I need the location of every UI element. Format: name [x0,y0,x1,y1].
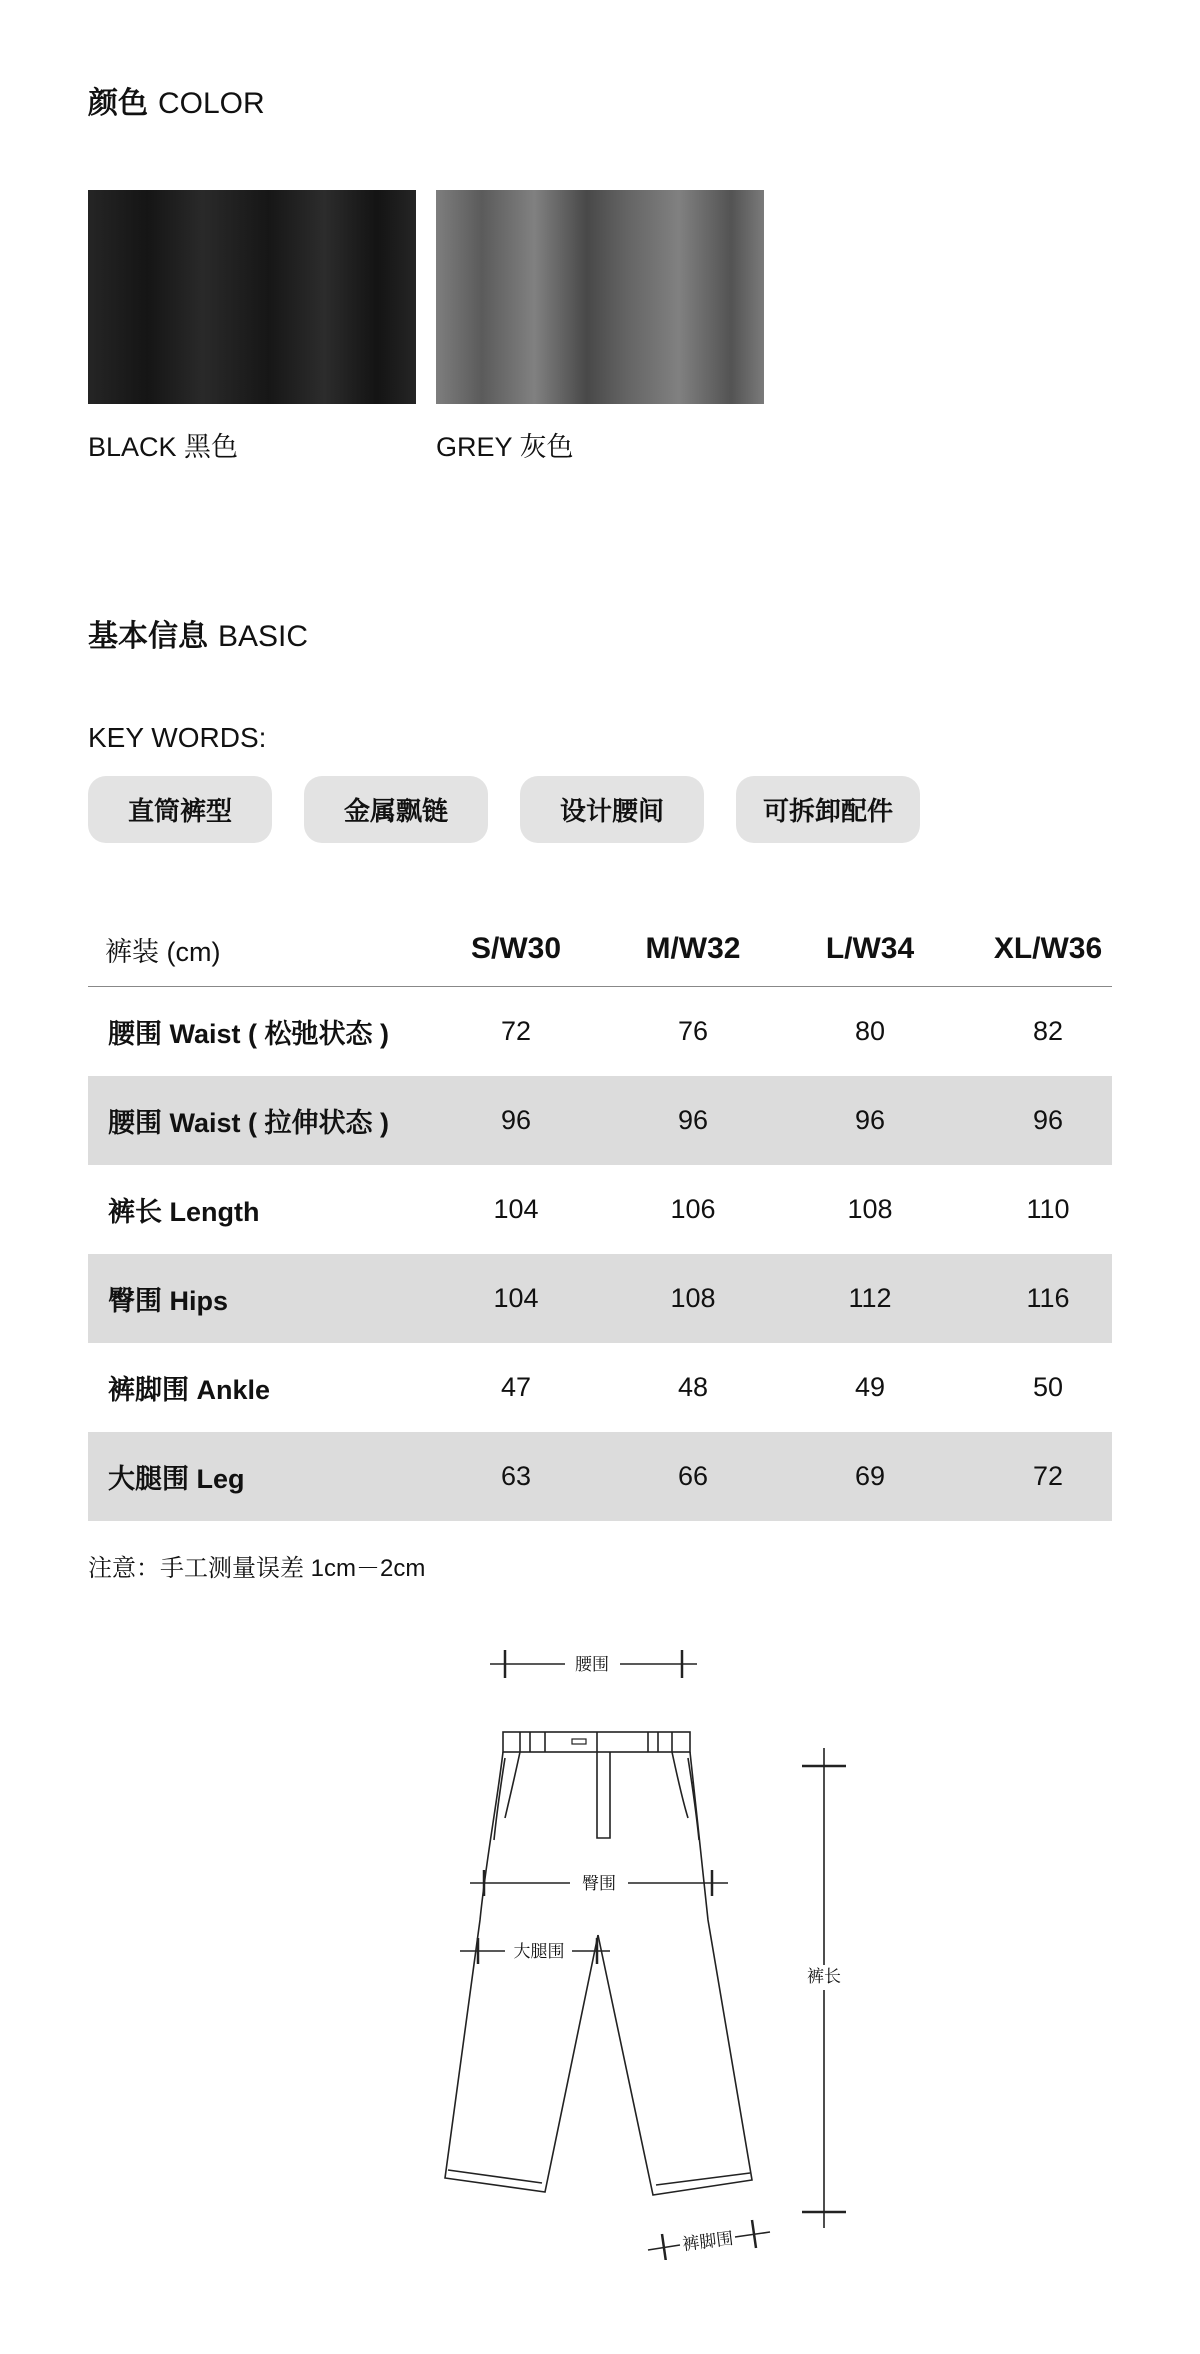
color-title-cn: 颜色 [88,87,148,120]
row-value: 96 [854,1105,886,1135]
row-name: 裤脚围 Ankle [108,1375,271,1405]
row-value: 104 [493,1194,539,1224]
ankle-label: 裤脚围 [681,2228,735,2256]
row-value: 72 [1032,1461,1064,1491]
length-label: 裤长 [807,1967,841,1987]
basic-title-cn: 基本信息 [88,620,208,653]
basic-title-en: BASIC [218,620,309,653]
header-size: L/W34 [825,932,915,965]
measurement-note: 注意：手工测量误差 1cm－2cm [88,1555,426,1582]
table-row [88,987,1112,1076]
size-table-header [88,912,1112,987]
grey-swatch[interactable] [436,190,764,404]
row-value: 50 [1032,1372,1064,1402]
row-value: 63 [500,1461,532,1491]
row-value: 108 [847,1194,893,1224]
row-value: 48 [677,1372,709,1402]
row-value: 66 [677,1461,709,1491]
keywords-label: KEY WORDS: [88,722,267,753]
color-section-title [88,78,265,122]
row-name: 腰围 Waist ( 松弛状态 ) [108,1019,389,1049]
row-value: 72 [500,1016,532,1046]
row-value: 96 [1032,1105,1064,1135]
row-name: 腰围 Waist ( 拉伸状态 ) [108,1108,389,1138]
table-row [88,1076,1112,1165]
table-row [88,1165,1112,1254]
waist-label: 腰围 [575,1655,609,1675]
keyword-chip: 设计腰间 [520,776,704,843]
row-value: 96 [500,1105,532,1135]
row-value: 69 [854,1461,886,1491]
black-swatch[interactable] [88,190,416,404]
keyword-chip: 金属飘链 [304,776,488,843]
header-size: M/W32 [645,932,741,965]
trouser-outline [445,1732,752,2195]
basic-section-title [88,611,308,655]
row-value: 76 [677,1016,709,1046]
row-name: 臀围 Hips [108,1286,229,1316]
table-row [88,1254,1112,1343]
table-row [88,1343,1112,1432]
trouser-measurement-diagram [0,1620,1200,2260]
header-size: XL/W36 [993,932,1103,965]
size-table [88,912,1112,1521]
row-value: 108 [670,1283,716,1313]
row-value: 82 [1032,1016,1064,1046]
row-name: 裤长 Length [108,1197,260,1227]
header-size: S/W30 [470,932,562,965]
keyword-chip: 直筒裤型 [88,776,272,843]
table-row [88,1432,1112,1521]
thigh-label: 大腿围 [513,1942,565,1962]
row-value: 80 [854,1016,886,1046]
row-value: 110 [1026,1194,1070,1224]
row-value: 106 [670,1194,716,1224]
row-value: 116 [1026,1283,1070,1313]
black-swatch-label: BLACK 黑色 [88,432,239,462]
grey-swatch-label: GREY 灰色 [436,432,574,462]
row-value: 96 [677,1105,709,1135]
row-value: 112 [848,1283,892,1313]
row-value: 49 [854,1372,886,1402]
header-label: 裤装 (cm) [105,936,221,967]
length-measure-line [802,1748,846,2228]
row-value: 104 [493,1283,539,1313]
color-title-en: COLOR [158,87,265,120]
row-value: 47 [500,1372,532,1402]
keyword-chip: 可拆卸配件 [736,776,920,843]
row-name: 大腿围 Leg [108,1464,245,1494]
hips-label: 臀围 [582,1874,616,1894]
